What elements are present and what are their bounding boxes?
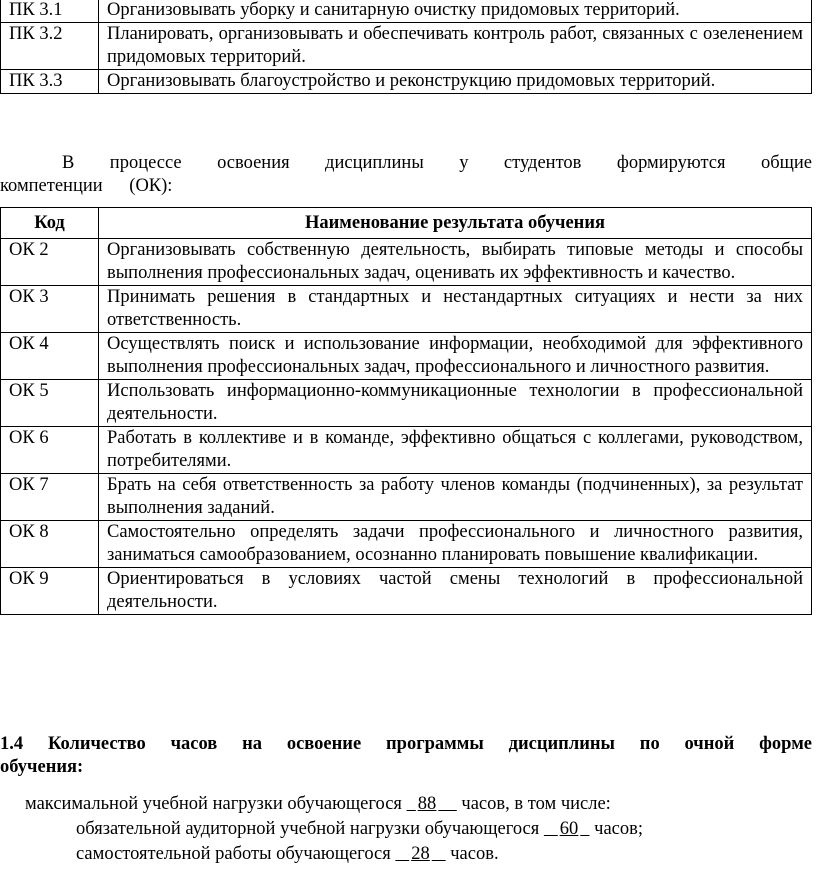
max-load-label: максимальной учебной нагрузки обучающегося — [25, 794, 402, 814]
ok-code: ОК 4 — [1, 333, 99, 380]
table-row — [1, 286, 812, 333]
table-row — [1, 568, 812, 615]
section-heading: 1.4 Количество часов на освоение программы дисциплины по очной форме обучения: — [0, 734, 812, 777]
auditorium-load-line — [76, 818, 643, 841]
max-load-value: 88 — [417, 794, 437, 814]
pk-code: ПК 3.2 — [1, 23, 99, 70]
max-load-line — [25, 793, 611, 816]
max-load-suffix: часов, в том числе: — [461, 794, 611, 814]
ok-text: Работать в коллективе и в команде, эффективно общаться с коллегами, руководством, потребителями. — [99, 427, 812, 474]
ok-text: Брать на себя ответственность за работу членов команды (подчиненных), за результат выполнения заданий. — [99, 474, 812, 521]
ok-code: ОК 8 — [1, 521, 99, 568]
pk-code: ПК 3.1 — [1, 0, 99, 23]
max-load-blank — [407, 794, 457, 814]
ok-code: ОК 7 — [1, 474, 99, 521]
ok-text: Осуществлять поиск и использование информации, необходимой для эффективного выполнения профессиональных задач, профессионального и личностного развития. — [99, 333, 812, 380]
ok-competency-table — [0, 207, 812, 615]
ok-text: Организовывать собственную деятельность, выбирать типовые методы и способы выполнения профессиональных задач, оценивать их эффективность и качество. — [99, 239, 812, 286]
auditorium-load-blank — [544, 819, 590, 839]
ok-text: Самостоятельно определять задачи профессионального и личностного развития, заниматься самообразованием, осознанно планировать повышение квалификации. — [99, 521, 812, 568]
pk-text: Организовывать благоустройство и реконструкцию придомовых территорий. — [99, 70, 812, 94]
ok-code: ОК 5 — [1, 380, 99, 427]
table-row — [1, 0, 812, 23]
self-study-blank — [395, 844, 445, 864]
table-row — [1, 23, 812, 70]
pk-competency-table — [0, 0, 812, 94]
self-study-label: самостоятельной работы обучающегося — [76, 844, 391, 864]
ok-text: Использовать информационно-коммуникационные технологии в профессиональной деятельности. — [99, 380, 812, 427]
table-row — [1, 474, 812, 521]
table-row — [1, 521, 812, 568]
pk-text: Организовывать уборку и санитарную очистку придомовых территорий. — [99, 0, 812, 23]
auditorium-load-label: обязательной аудиторной учебной нагрузки обучающегося — [76, 819, 540, 839]
ok-code: ОК 3 — [1, 286, 99, 333]
self-study-line — [76, 843, 499, 866]
table-header-row — [1, 208, 812, 239]
ok-text: Принимать решения в стандартных и нестандартных ситуациях и нести за них ответственность. — [99, 286, 812, 333]
table-row — [1, 427, 812, 474]
table-row — [1, 380, 812, 427]
table-row — [1, 70, 812, 94]
auditorium-load-suffix: часов; — [594, 819, 644, 839]
table-row — [1, 239, 812, 286]
pk-text: Планировать, организовывать и обеспечивать контроль работ, связанных с озеленением придомовых территорий. — [99, 23, 812, 70]
ok-code: ОК 2 — [1, 239, 99, 286]
auditorium-load-value: 60 — [559, 819, 579, 839]
self-study-suffix: часов. — [450, 844, 499, 864]
ok-code: ОК 6 — [1, 427, 99, 474]
column-header-name: Наименование результата обучения — [99, 208, 812, 239]
ok-code: ОК 9 — [1, 568, 99, 615]
pk-code: ПК 3.3 — [1, 70, 99, 94]
self-study-value: 28 — [411, 844, 430, 864]
column-header-code: Код — [1, 208, 99, 239]
ok-text: Ориентироваться в условиях частой смены технологий в профессиональной деятельности. — [99, 568, 812, 615]
table-row — [1, 333, 812, 380]
intro-paragraph: В процессе освоения дисциплины у студентов формируются общие компетенции (ОК): — [0, 153, 812, 196]
